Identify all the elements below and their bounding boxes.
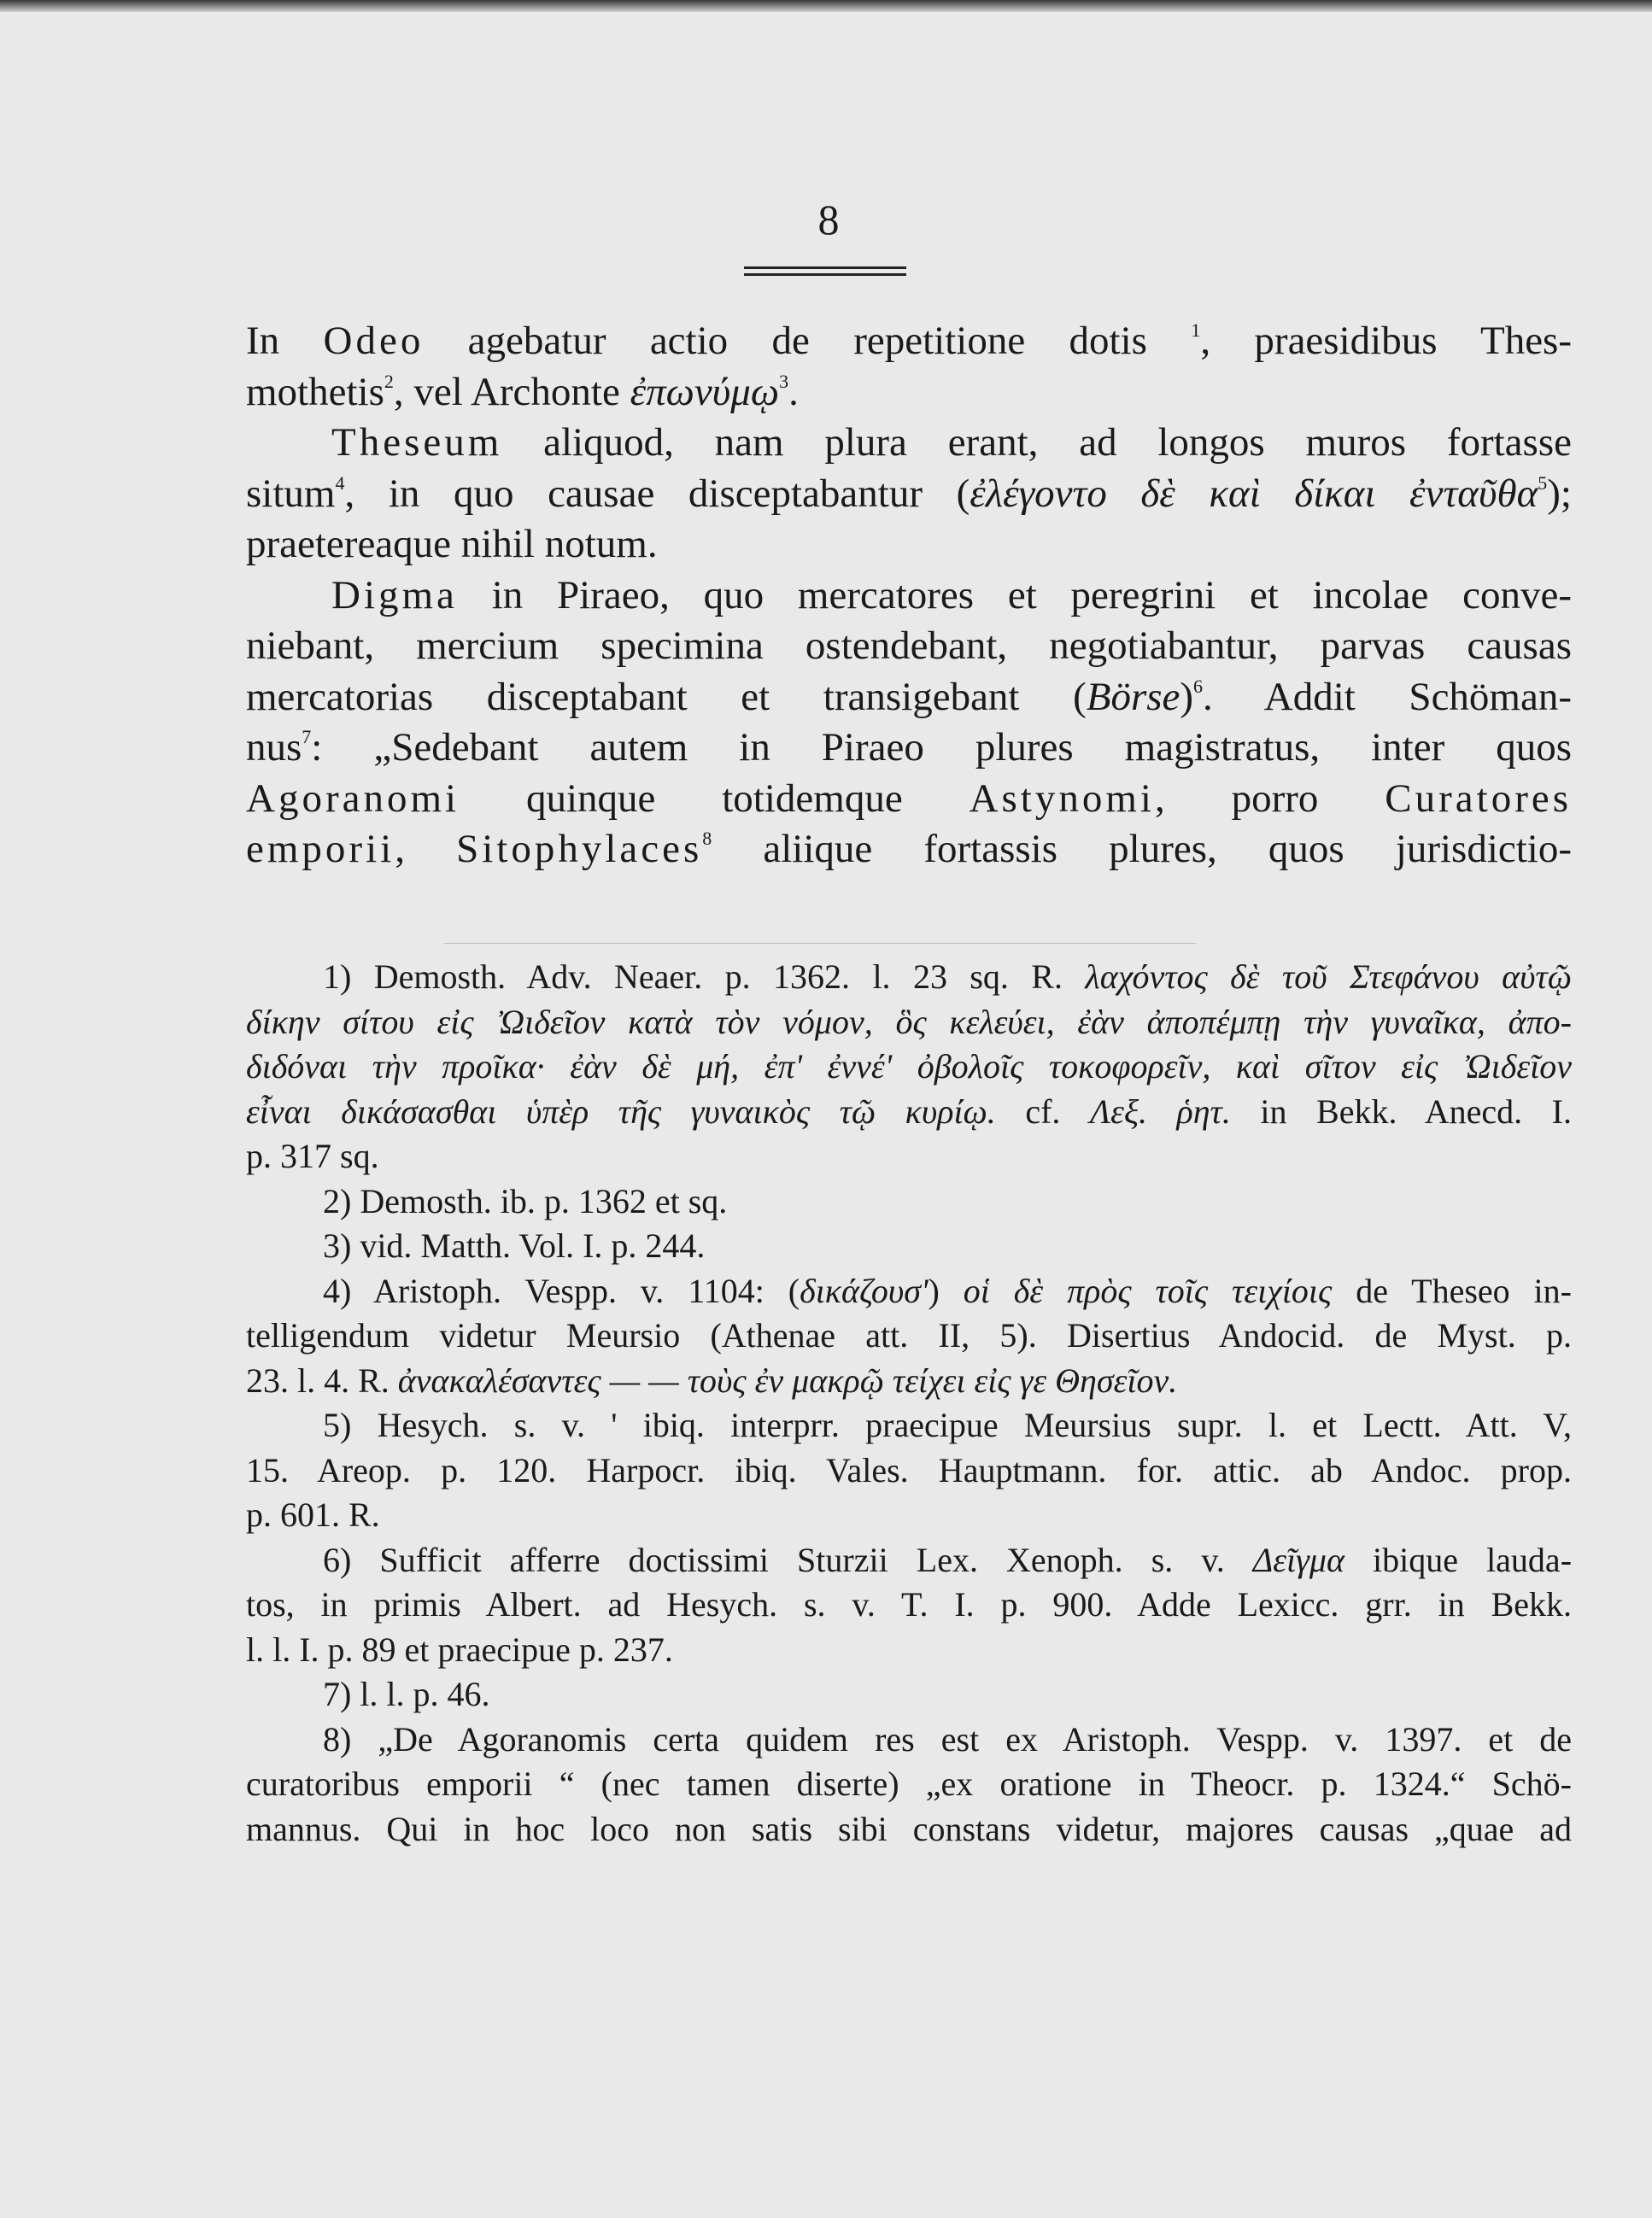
text-run: , porro bbox=[1154, 775, 1385, 821]
footnote-line bbox=[246, 1628, 1572, 1673]
text-line bbox=[246, 571, 1572, 622]
footnote-line bbox=[246, 1000, 1572, 1045]
text-run: . Addit Schöman- bbox=[1203, 674, 1572, 719]
text-run: , in quo causae disceptabantur ( bbox=[344, 471, 970, 516]
text-run: , bbox=[395, 827, 457, 871]
text-run: Digma bbox=[331, 572, 458, 617]
footnote-ref: 8 bbox=[702, 828, 712, 849]
text-run: cf. bbox=[995, 1091, 1090, 1131]
text-run: δίκην σίτου εἰς Ὠιδεῖον κατὰ τὸν νόμον, ὃς κελεύει, ἐὰν ἀποπέμπῃ τὴν γυναῖκα, ἀπο- bbox=[246, 1002, 1572, 1041]
text-run: 6) Sufficit afferre doctissimi Sturzii Lex. Xenoph. s. v. bbox=[323, 1540, 1253, 1579]
footnote-line bbox=[246, 1045, 1572, 1090]
text-run: telligendum videtur Meursio (Athenae att. II, 5). Disertius Andocid. de Myst. p. bbox=[246, 1316, 1572, 1355]
footnote-line bbox=[246, 1224, 1572, 1269]
text-run: situm bbox=[246, 471, 336, 516]
footnote-line bbox=[246, 1672, 1572, 1718]
text-line bbox=[246, 672, 1572, 723]
text-line bbox=[246, 774, 1572, 825]
text-run: aliique fortassis plures, quos jurisdictio- bbox=[712, 827, 1572, 871]
text-run: δικάζουσ' bbox=[800, 1271, 929, 1310]
text-line bbox=[246, 621, 1572, 672]
text-run: mothetis bbox=[246, 369, 384, 414]
text-run: Λεξ. ῥητ. bbox=[1089, 1091, 1231, 1131]
text-line bbox=[246, 367, 1572, 418]
text-run: de Theseo in- bbox=[1332, 1271, 1572, 1310]
text-run: emporii bbox=[246, 827, 395, 871]
text-run: ἐλέγοντο δὲ καὶ δίκαι ἐνταῦθα bbox=[970, 471, 1538, 516]
text-run: οἱ δὲ πρὸς τοῖς τειχίοις bbox=[963, 1271, 1333, 1310]
footnote-line bbox=[246, 1403, 1572, 1448]
text-run: 15. Areop. p. 120. Harpocr. ibiq. Vales. Hauptmann. for. attic. ab Andoc. prop. bbox=[246, 1450, 1572, 1489]
text-run: 2) Demosth. ib. p. 1362 et sq. bbox=[323, 1181, 728, 1220]
footnote-line bbox=[246, 1179, 1572, 1225]
header-rule bbox=[744, 266, 906, 269]
footnote-ref: 7 bbox=[302, 726, 312, 747]
text-run: p. 601. R. bbox=[246, 1495, 380, 1534]
text-run: in Bekk. Anecd. I. bbox=[1230, 1091, 1572, 1131]
text-run: niebant, mercium specimina ostendebant, negotiabantur, parvas causas bbox=[246, 623, 1572, 668]
text-run: In bbox=[246, 319, 324, 363]
text-line bbox=[246, 723, 1572, 774]
text-run: 7) l. l. p. 46. bbox=[323, 1675, 490, 1713]
footnote-ref: 2 bbox=[384, 370, 394, 392]
text-run: quinque totidemque bbox=[460, 775, 970, 821]
main-text bbox=[246, 316, 1572, 875]
footnote-ref: 4 bbox=[335, 471, 345, 494]
text-run: Curatores bbox=[1385, 775, 1572, 821]
text-run: in Piraeo, quo mercatores et peregrini et incolae conve- bbox=[457, 572, 1572, 617]
text-run: : „Sedebant autem in Piraeo plures magistratus, inter quos bbox=[311, 725, 1572, 770]
text-run: Δεῖγμα bbox=[1252, 1540, 1344, 1579]
text-line bbox=[246, 469, 1572, 520]
text-run: ἀνακαλέσαντες — — τοὺς ἐν μακρῷ τείχει εἰς γε Θησεῖον. bbox=[397, 1361, 1178, 1400]
text-run: διδόναι τὴν προῖκα· ἐὰν δὲ μή, ἐπ' ἐννέ' ὀβολοῖς τοκοφορεῖν, καὶ σῖτον εἰς Ὠιδεῖον bbox=[246, 1047, 1572, 1086]
text-run: agebatur actio de repetitione dotis bbox=[424, 319, 1192, 363]
text-run: 5) Hesych. s. v. ' ibiq. interprr. praecipue Meursius supr. l. et Lectt. Att. V, bbox=[323, 1406, 1572, 1444]
text-run: Theseum bbox=[331, 420, 503, 465]
text-run: l. l. I. p. 89 et praecipue p. 237. bbox=[246, 1630, 673, 1669]
text-run: ibique lauda- bbox=[1344, 1540, 1572, 1579]
text-run: 1) Demosth. Adv. Neaer. p. 1362. l. 23 sq. R. bbox=[323, 957, 1086, 996]
text-run: ) bbox=[928, 1271, 964, 1310]
footnote-line bbox=[246, 955, 1572, 1000]
footnote-line bbox=[246, 1448, 1572, 1494]
text-run: ) bbox=[1180, 674, 1194, 719]
page-number: 8 bbox=[817, 196, 840, 243]
text-run: tos, in primis Albert. ad Hesych. s. v. T. I. p. 900. Adde Lexicc. grr. in Bekk. bbox=[246, 1585, 1572, 1624]
footnote-line bbox=[246, 1762, 1572, 1807]
footnote-line bbox=[246, 1583, 1572, 1628]
text-run: . bbox=[788, 369, 799, 414]
text-line bbox=[246, 418, 1572, 469]
text-line bbox=[246, 824, 1572, 875]
footnote-line bbox=[246, 1359, 1572, 1404]
text-run: Börse bbox=[1086, 674, 1180, 719]
footnote-line bbox=[246, 1090, 1572, 1135]
footnote-separator bbox=[444, 943, 1196, 944]
text-run: εἶναι δικάσασθαι ὑπὲρ τῆς γυναικὸς τῷ κυρίῳ. bbox=[246, 1091, 996, 1131]
text-run: p. 317 sq. bbox=[246, 1137, 379, 1175]
text-run: curatoribus emporii “ (nec tamen diserte) „ex oratione in Theocr. p. 1324.“ Schö- bbox=[246, 1764, 1572, 1803]
footnote-ref: 5 bbox=[1538, 471, 1548, 494]
footnote-line bbox=[246, 1538, 1572, 1583]
footnote-ref: 1 bbox=[1191, 319, 1201, 341]
text-run: mercatorias disceptabant et transigebant ( bbox=[246, 674, 1087, 719]
text-run: , vel Archonte bbox=[393, 369, 630, 414]
text-run: Odeo bbox=[323, 319, 425, 363]
text-run: praetereaque nihil notum. bbox=[246, 522, 658, 566]
footnotes bbox=[246, 955, 1572, 1852]
text-run: λαχόντος δὲ τοῦ Στεφάνου αὐτῷ bbox=[1085, 957, 1572, 996]
text-run: 3) vid. Matth. Vol. I. p. 244. bbox=[323, 1226, 706, 1265]
text-run: 4) Aristoph. Vespp. v. 1104: ( bbox=[323, 1271, 800, 1310]
page-top-edge bbox=[0, 0, 1652, 12]
text-run: , praesidibus Thes- bbox=[1200, 319, 1572, 363]
text-run: ἐπωνύμῳ bbox=[630, 369, 780, 414]
footnote-ref: 6 bbox=[1193, 675, 1204, 697]
footnote-line bbox=[246, 1134, 1572, 1179]
footnote-line bbox=[246, 1493, 1572, 1538]
footnote-line bbox=[246, 1314, 1572, 1359]
text-run: mannus. Qui in hoc loco non satis sibi constans videtur, majores causas „quae ad bbox=[246, 1809, 1572, 1848]
text-run: Agoranomi bbox=[246, 775, 460, 821]
header-rule-second bbox=[744, 273, 906, 276]
text-line bbox=[246, 316, 1572, 367]
text-run: 8) „De Agoranomis certa quidem res est ex Aristoph. Vespp. v. 1397. et de bbox=[323, 1719, 1572, 1759]
text-run: nus bbox=[246, 725, 302, 770]
text-run: Astynomi bbox=[969, 775, 1155, 821]
text-run: aliquod, nam plura erant, ad longos muros fortasse bbox=[502, 420, 1572, 465]
text-run: 23. l. 4. R. bbox=[246, 1361, 398, 1400]
text-line bbox=[246, 519, 1572, 571]
footnote-line bbox=[246, 1269, 1572, 1314]
footnote-line bbox=[246, 1807, 1572, 1852]
text-run: ); bbox=[1547, 471, 1572, 516]
footnote-line bbox=[246, 1718, 1572, 1763]
footnote-ref: 3 bbox=[779, 370, 789, 392]
text-run: Sitophylaces bbox=[456, 827, 703, 871]
